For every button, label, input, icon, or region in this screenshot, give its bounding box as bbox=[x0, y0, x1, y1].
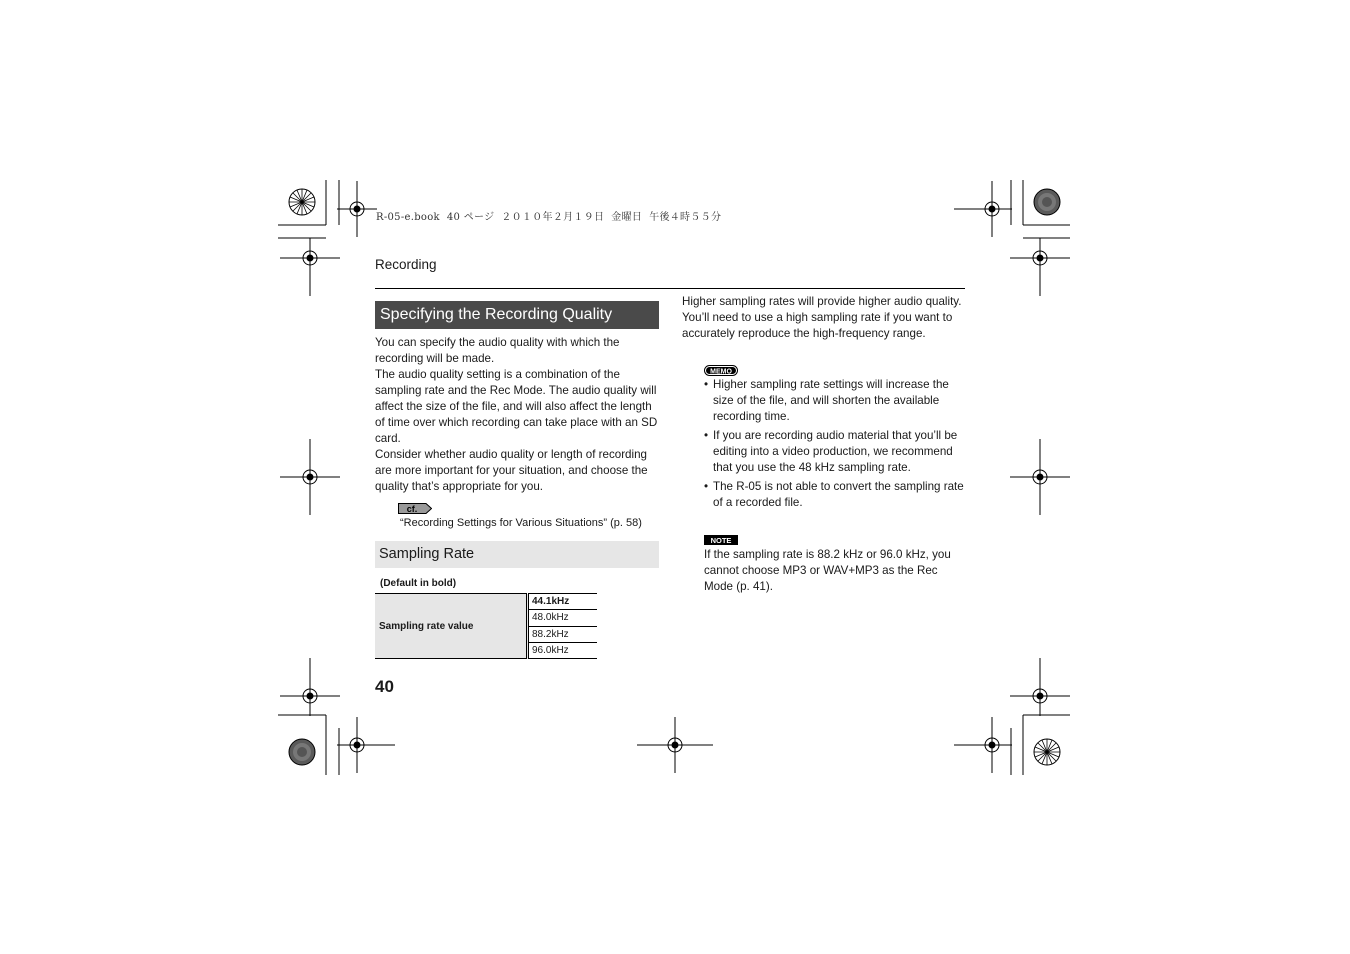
default-note: (Default in bold) bbox=[380, 578, 457, 589]
intro-text bbox=[375, 335, 660, 495]
right-paragraph-text: Higher sampling rates will provide higher audio quality. You’ll need to use a high sampling rate if you want to accurately reproduce the high-frequency range. bbox=[682, 295, 962, 340]
section-title: Specifying the Recording Quality bbox=[375, 301, 659, 329]
intro-paragraph: You can specify the audio quality with which the recording will be made. bbox=[375, 336, 620, 365]
running-head: Recording bbox=[375, 257, 437, 272]
table-value-cell: 88.2kHz bbox=[528, 626, 598, 642]
memo-list bbox=[704, 377, 966, 514]
cf-label: cf. bbox=[406, 504, 418, 514]
header-rule bbox=[375, 288, 965, 289]
bullet: • bbox=[704, 378, 709, 391]
table-row bbox=[375, 594, 597, 610]
right-paragraph bbox=[682, 294, 966, 342]
subsection-title: Sampling Rate bbox=[375, 541, 659, 568]
intro-paragraph: Consider whether audio quality or length of recording are more important for your situation, and choose the quality that’s appropriate for you. bbox=[375, 448, 648, 493]
note-icon bbox=[704, 535, 738, 545]
cf-arrow-icon bbox=[398, 503, 432, 514]
table-value-cell: 44.1kHz bbox=[528, 594, 598, 610]
list-item: • The R-05 is not able to convert the sampling rate of a recorded file. bbox=[704, 480, 964, 509]
book-file-header: R-05-e.book 40 ページ ２０１０年２月１９日 金曜日 午後４時５５分 bbox=[376, 212, 722, 223]
table-label-cell: Sampling rate value bbox=[375, 594, 528, 659]
list-item: • Higher sampling rate settings will increase the size of the file, and will shorten the available recording time. bbox=[704, 378, 949, 423]
table-value-cell: 48.0kHz bbox=[528, 610, 598, 626]
note-label: NOTE bbox=[710, 536, 732, 545]
memo-label: MEMO bbox=[710, 368, 732, 376]
page-number: 40 bbox=[375, 677, 394, 696]
table-value-cell: 96.0kHz bbox=[532, 644, 569, 656]
bullet: • bbox=[704, 429, 709, 442]
sampling-rate-table bbox=[375, 593, 597, 659]
cf-reference-link[interactable]: “Recording Settings for Various Situations” (p. 58) bbox=[400, 517, 642, 529]
list-item: • If you are recording audio material that you’ll be editing into a video production, we recommend that you use the 48 kHz sampling rate. bbox=[704, 429, 958, 474]
note-text: If the sampling rate is 88.2 kHz or 96.0 kHz, you cannot choose MP3 or WAV+MP3 as the Rec Mode (p. 41). bbox=[704, 548, 951, 593]
bullet: • bbox=[704, 480, 709, 493]
memo-icon bbox=[704, 365, 738, 376]
intro-paragraph: The audio quality setting is a combination of the sampling rate and the Rec Mode. The audio quality will affect the size of the file, and will also affect the length of time over which recording can take place with an SD card. bbox=[375, 368, 658, 445]
